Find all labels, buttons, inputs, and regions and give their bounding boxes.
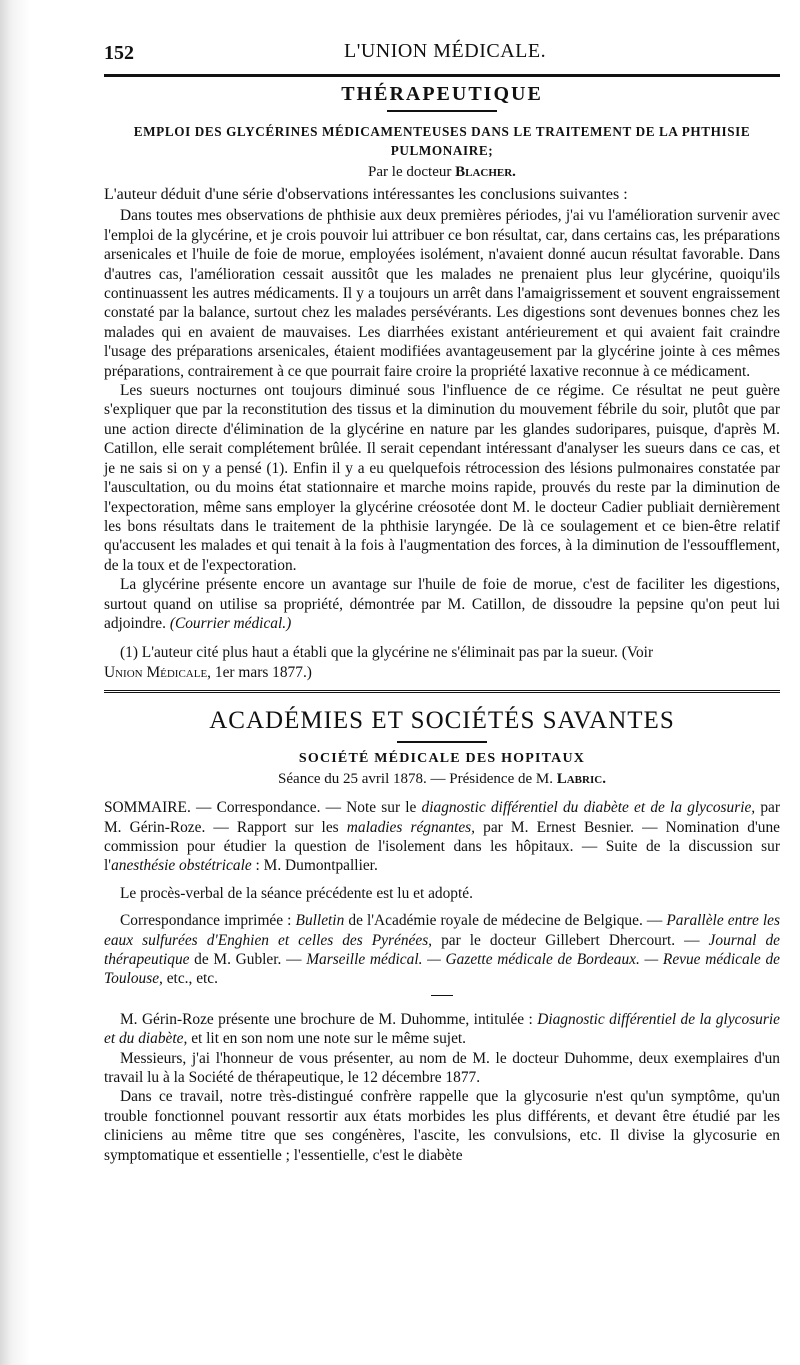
- byline-prefix: Par le docteur: [368, 164, 452, 180]
- footnote: [104, 643, 780, 682]
- gerin-text: et lit en son nom une note sur le même sujet.: [187, 1030, 467, 1048]
- gerin-text: M. Gérin-Roze présente une brochure de M. Duhomme, intitulée :: [120, 1010, 538, 1028]
- page-header: [104, 36, 780, 70]
- byline: [104, 164, 780, 181]
- article-lead: L'auteur déduit d'une série d'observations intéressantes les conclusions suivantes :: [104, 186, 628, 203]
- paragraph-divider: [431, 995, 453, 996]
- paragraph-text: La glycérine présente encore un avantage sur l'huile de foie de morue, c'est de faciliter les digestions, surtout quand on utilise sa propriété, démontrée par M. Catillon, de dissoudre la pepsine qu'on peut lui adjoindre.: [104, 576, 780, 632]
- article-paragraph: Dans toutes mes observations de phthisie aux deux premières périodes, j'ai vu l'amélioration survenir avec l'emploi de la glycérine, et je crois pouvoir lui attribuer ce bon résultat, car, dans certains cas, les préparations arsenicales et l'huile de foie de morue, employées isolément, n'avaient donné aucun résultat favorable. Dans d'autres cas, l'amélioration cessait aussitôt que les malades ne prenaient plus leur glycérine, quoiqu'ils continuassent les autres médicaments. Il y a toujours un arrêt dans l'amaigrissement et souvent engraissement constaté par la balance, surtout chez les malades persévérants. Les digestions sont devenues bonnes chez les malades qui en avaient de mauvaises. Les diarrhées existant antérieurement et qui avaient fait craindre l'usage des préparations arsenicales, étaient modifiées avantageusement par la glycérine jointe à ces mêmes préparations, contrairement à ce que pourrait faire croire la propriété laxative reconnue à ce médicament.: [104, 207, 780, 380]
- sommaire-text: par M. Gérin-Roze. — Rapport sur les: [104, 799, 780, 836]
- corr-italic: Marseille médical. — Gazette médicale de Bordeaux. — Revue médicale de Toulouse,: [104, 951, 780, 988]
- seance-president: Labric.: [556, 771, 606, 788]
- academies-title: ACADÉMIES ET SOCIÉTÉS SAVANTES: [209, 707, 675, 735]
- sommaire-text: : M. Dumontpallier.: [251, 857, 378, 875]
- seance-text: Séance du 25 avril 1878. — Présidence de M.: [278, 771, 553, 788]
- society-title: SOCIÉTÉ MÉDICALE DES HOPITAUX: [298, 751, 586, 767]
- article-title-line2: PULMONAIRE;: [390, 143, 494, 158]
- corr-text: de M. Gubler. —: [189, 951, 307, 968]
- section-title: THÉRAPEUTIQUE: [341, 83, 543, 105]
- sommaire-italic: maladies régnantes,: [346, 818, 476, 836]
- dans-paragraph: Dans ce travail, notre très-distingué confrère rappelle que la glycosurie n'est qu'un symptôme, qu'un trouble fonctionnel pouvant ressortir aux états morbides les plus différents, et devant être étudié par les cliniciens au même titre que ses congénères, l'ascite, les convulsions, etc. Il divise la glycosurie en symptomatique et essentielle ; l'essentielle, c'est le diabète: [104, 1088, 780, 1164]
- corr-text: de l'Académie royale de médecine de Belgique. —: [344, 912, 667, 930]
- corr-text: par le docteur Gillebert Dhercourt. —: [432, 931, 709, 949]
- academies-divider: [397, 741, 487, 743]
- section-separator: [104, 690, 780, 693]
- running-title: L'UNION MÉDICALE.: [344, 40, 547, 62]
- seance-line: [104, 771, 780, 788]
- page-number: 152: [104, 42, 134, 64]
- footnote-date: 1er mars 1877.): [214, 663, 312, 681]
- corr-text: Correspondance imprimée :: [120, 912, 296, 930]
- spacer: [104, 903, 780, 911]
- corr-italic: Journal de thérapeutique: [104, 931, 780, 968]
- sommaire-label: SOMMAIRE.: [104, 799, 191, 817]
- footnote-reference: Union Médicale,: [104, 663, 212, 681]
- spacer: [104, 876, 780, 884]
- sommaire-text: par M. Ernest Besnier. — Nomination d'une commission pour étudier la question de l'isolement dans les hôpitaux. — Suite de la discussion sur l': [104, 818, 780, 875]
- header-rule: [104, 74, 780, 77]
- byline-author: Blacher.: [455, 164, 516, 180]
- correspondance: [104, 911, 780, 989]
- article-title-line1: EMPLOI DES GLYCÉRINES MÉDICAMENTEUSES DANS LE TRAITEMENT DE LA PHTHISIE: [133, 124, 751, 139]
- article-paragraph: [104, 575, 780, 633]
- section-divider: [387, 110, 497, 112]
- messieurs-paragraph: Messieurs, j'ai l'honneur de vous présenter, au nom de M. le docteur Duhomme, deux exemplaires d'un travail lu à la Société de thérapeutique, le 12 décembre 1877.: [104, 1049, 780, 1087]
- footnote-text: (1) L'auteur cité plus haut a établi que la glycérine ne s'éliminait pas par la sueur. (Voir: [120, 644, 654, 662]
- sommaire-italic: diagnostic différentiel du diabète et de la glycosurie,: [421, 799, 756, 817]
- sommaire-text: — Correspondance. — Note sur le: [190, 799, 422, 817]
- corr-italic: Bulletin: [295, 912, 345, 930]
- source-citation: (Courrier médical.): [169, 614, 292, 632]
- proces-verbal: Le procès-verbal de la séance précédente est lu et adopté.: [120, 884, 473, 902]
- gerin-italic: Diagnostic différentiel de la glycosurie et du diabète,: [104, 1010, 780, 1048]
- gerin-roze-paragraph: [104, 1010, 780, 1049]
- corr-text: etc., etc.: [162, 970, 218, 988]
- sommaire-italic: anesthésie obstétricale: [111, 857, 252, 875]
- sommaire: [104, 798, 780, 876]
- corr-italic: Parallèle entre les eaux sulfurées d'Enghien et celles des Pyrénées,: [104, 912, 780, 949]
- article-title: [104, 122, 780, 160]
- article-paragraph: Les sueurs nocturnes ont toujours diminué sous l'influence de ce régime. Ce résultat ne peut guère s'expliquer que par la reconstitution des tissus et la diminution du mouvement fébrile du soir, plutôt que par une action directe d'élimination de la glycérine en nature par les glandes sudoripares, puisque, d'après M. Catillon, elle serait complétement brûlée. Il serait cependant intéressant d'analyser les sueurs dans ce cas, et je ne sais si on y a pensé (1). Enfin il y a eu quelquefois rétrocession des lésions pulmonaires constatée par l'auscultation, ou du moins état stationnaire et marche moins rapide, prouvés du reste par la diminution de l'expectoration, même sans employer la glycérine créosotée dont M. le docteur Cadier publiait dernièrement les bons résultats dans le traitement de la phthisie laryngée. De là ce soulagement et ce bien-être relatif qu'accusent les malades et qui tenait à la fois à l'augmentation des forces, à la diminution de l'essoufflement, de la toux et de l'expectoration.: [104, 382, 780, 574]
